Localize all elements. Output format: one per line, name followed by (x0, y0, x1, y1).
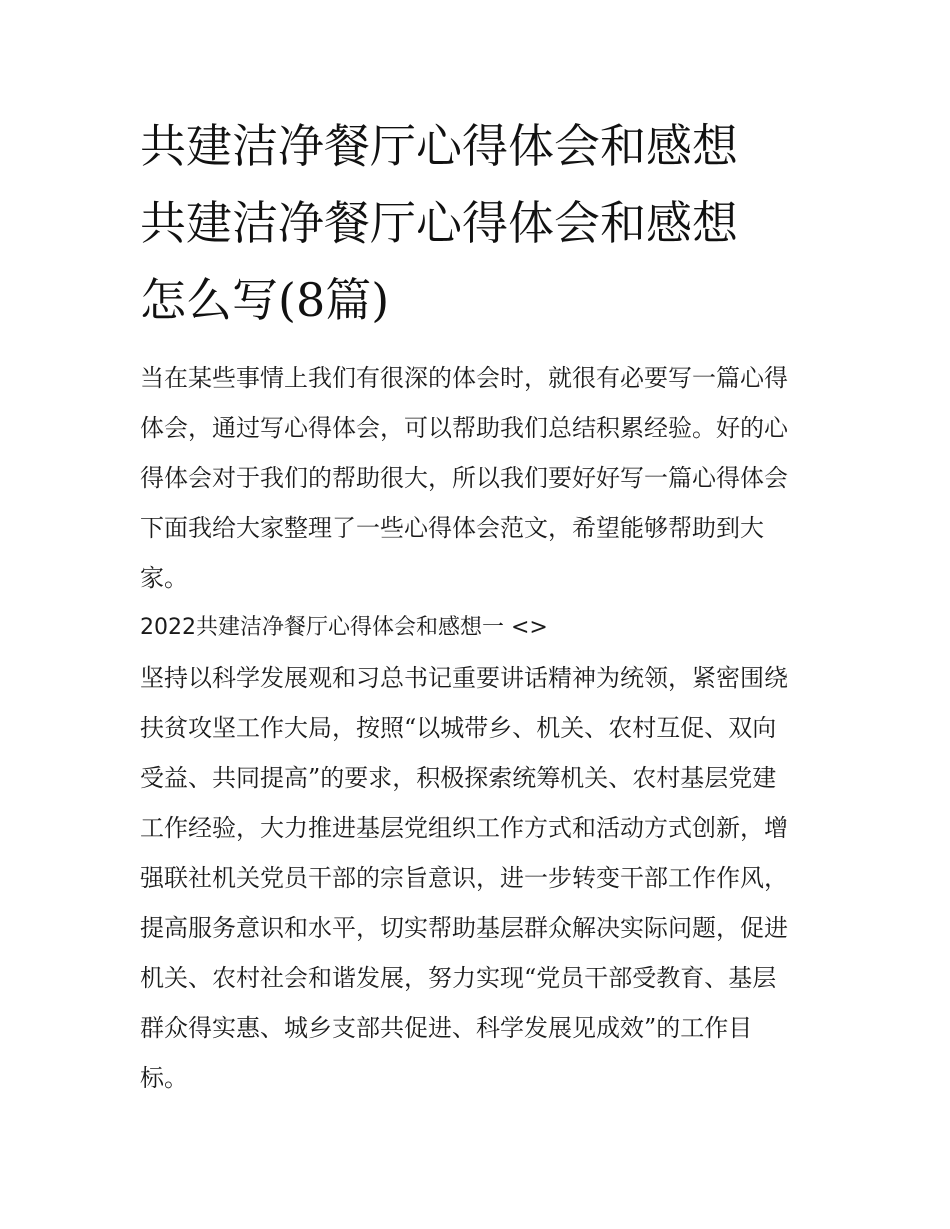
intro-line: 得体会对于我们的帮助很大，所以我们要好好写一篇心得体会 (140, 464, 788, 492)
paragraph-line: 标。 (140, 1064, 188, 1092)
title-line: 怎么写(8篇) (140, 273, 390, 327)
paragraph-line: 提高服务意识和水平，切实帮助基层群众解决实际问题，促进 (140, 914, 788, 942)
body-paragraph (140, 653, 815, 1103)
intro-line: 下面我给大家整理了一些心得体会范文，希望能够帮助到大 (140, 514, 764, 542)
title-line: 共建洁净餐厅心得体会和感想 (140, 119, 738, 173)
paragraph-line: 强联社机关党员干部的宗旨意识，进一步转变干部工作作风， (140, 864, 788, 892)
paragraph-line: 坚持以科学发展观和习总书记重要讲话精神为统领，紧密围绕 (140, 664, 788, 692)
paragraph-line: 群众得实惠、城乡支部共促进、科学发展见成效”的工作目 (140, 1014, 753, 1042)
paragraph-line: 受益、共同提高”的要求，积极探索统筹机关、农村基层党建 (140, 764, 777, 792)
paragraph-line: 机关、农村社会和谐发展，努力实现“党员干部受教育、基层 (140, 964, 777, 992)
intro-paragraph (140, 353, 815, 603)
intro-line: 体会，通过写心得体会，可以帮助我们总结积累经验。好的心 (140, 414, 788, 442)
paragraph-line: 工作经验，大力推进基层党组织工作方式和活动方式创新，增 (140, 814, 788, 842)
document-page (140, 108, 815, 1103)
document-title (140, 108, 815, 339)
intro-line: 家。 (140, 564, 188, 592)
paragraph-line: 扶贫攻坚工作大局，按照“以城带乡、机关、农村互促、双向 (140, 714, 777, 742)
section-heading: 2022共建洁净餐厅心得体会和感想一 <> (140, 615, 548, 640)
intro-line: 当在某些事情上我们有很深的体会时，就很有必要写一篇心得 (140, 364, 788, 392)
title-line: 共建洁净餐厅心得体会和感想 (140, 196, 738, 250)
